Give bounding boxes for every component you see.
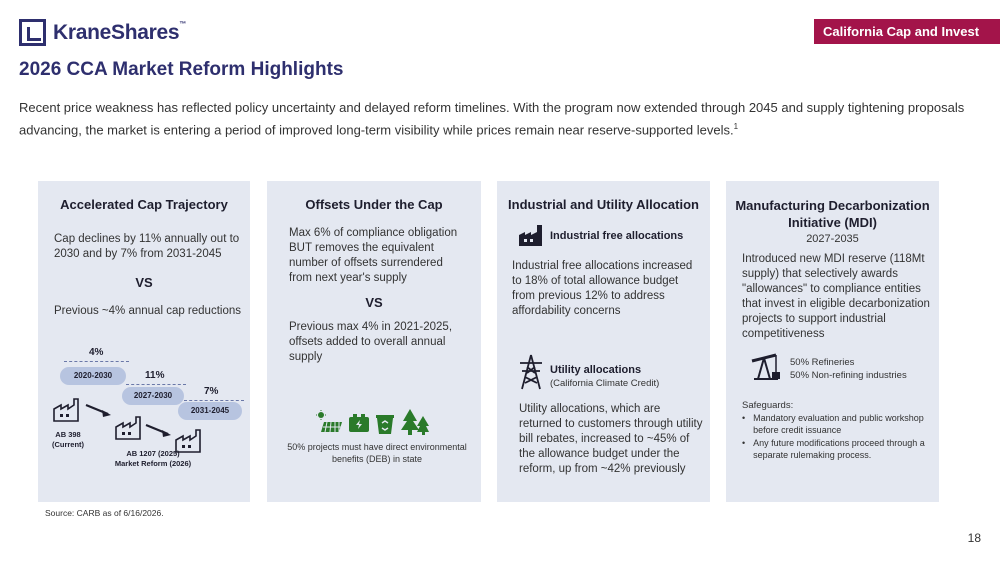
factory-icon	[52, 395, 82, 423]
transmission-tower-icon	[518, 353, 544, 391]
oil-pump-icon	[750, 352, 782, 382]
trees-icon	[400, 408, 430, 436]
offsets-text-new: Max 6% of compliance obligation BUT removes the equivalent number of offsets surrendered from next year's supply	[289, 227, 458, 284]
safeguard-item	[742, 412, 928, 436]
dashed-line	[184, 400, 244, 401]
ab398-label: AB 398 (Current)	[51, 430, 85, 449]
utility-subheading: Utility allocations	[550, 364, 642, 376]
mdi-years: 2027-2035	[806, 233, 859, 245]
mdi-text: Introduced new MDI reserve (118Mt supply) that selectively awards "allowances" to compliance entities that invest in eligible decarbonization projects to support industrial competitiveness	[742, 253, 930, 340]
recycle-icon	[374, 413, 396, 435]
card-cap-trajectory	[38, 181, 250, 502]
vs-label: VS	[135, 275, 153, 290]
utility-subheading-note: (California Climate Credit)	[550, 378, 660, 389]
card-offsets	[267, 181, 481, 502]
pct-label: 7%	[204, 386, 219, 397]
card-industrial-utility	[497, 181, 710, 502]
industrial-text: Industrial free allocations increased to 18% of total allowance budget from previous 12% to address affordability concerns	[512, 260, 693, 317]
industrial-subheading: Industrial free allocations	[550, 230, 684, 242]
pct-label: 11%	[145, 370, 165, 381]
bullet: •	[742, 413, 746, 423]
offsets-text-previous: Previous max 4% in 2021-2025, offsets added to overall annual supply	[289, 321, 453, 363]
arrow-icon	[144, 423, 174, 437]
safeguard-text: Mandatory evaluation and public workshop before credit issuance	[753, 413, 924, 435]
logo	[19, 19, 186, 46]
split-refineries: 50% Refineries	[790, 357, 855, 368]
cloud-period: 2027-2030	[122, 387, 184, 405]
battery-icon	[348, 413, 370, 435]
cloud-period: 2020-2030	[60, 367, 126, 385]
intro-footnote: 1	[733, 122, 739, 131]
utility-text: Utility allocations, which are returned to customers through utility bill rebates, increased to ~45% of the allowance budget under the reform, up from ~42% previously	[519, 403, 703, 475]
safeguards-list	[742, 412, 928, 461]
card-mdi	[726, 181, 939, 502]
dashed-line	[64, 361, 129, 362]
safeguard-text: Any future modifications proceed through a separate rulemaking process.	[753, 438, 925, 460]
factory-icon	[518, 223, 544, 247]
pct-label: 4%	[89, 347, 104, 358]
card-title: Industrial and Utility Allocation	[508, 197, 699, 212]
card-title: Offsets Under the Cap	[305, 197, 443, 212]
source-note: Source: CARB as of 6/16/2026.	[45, 508, 164, 518]
intro-paragraph	[19, 98, 979, 139]
card-title: Manufacturing Decarbonization Initiative (MDI)	[735, 198, 930, 230]
logo-tm: ™	[179, 20, 186, 28]
page-number: 18	[967, 531, 981, 545]
cloud-period: 2031-2045	[178, 402, 242, 420]
dashed-line	[126, 384, 186, 385]
card-title: Accelerated Cap Trajectory	[60, 197, 228, 212]
logo-mark-icon	[19, 19, 46, 46]
logo-text: KraneShares	[53, 20, 180, 44]
factory-icon	[114, 413, 144, 441]
intro-text: Recent price weakness has reflected policy uncertainty and delayed reform timelines. With the program now extended through 2045 and supply tightening proposals advancing, the market is entering a period of improved long-term visibility while prices remain near reserve-supported levels.	[19, 100, 965, 138]
split-non-refining: 50% Non-refining industries	[790, 370, 907, 381]
cap-text-previous: Previous ~4% annual cap reductions	[54, 305, 241, 317]
bullet: •	[742, 438, 746, 448]
page-title: 2026 CCA Market Reform Highlights	[19, 59, 344, 80]
section-tag: California Cap and Invest	[814, 19, 1000, 44]
solar-panel-icon	[316, 410, 344, 436]
vs-label: VS	[365, 295, 383, 310]
ab1207-label: AB 1207 (2025) Market Reform (2026)	[114, 449, 192, 468]
safeguards-heading: Safeguards:	[742, 400, 794, 411]
arrow-icon	[84, 403, 114, 417]
safeguard-item	[742, 437, 928, 461]
cap-text-new: Cap declines by 11% annually out to 2030 and by 7% from 2031-2045	[54, 233, 240, 260]
deb-note: 50% projects must have direct environmental benefits (DEB) in state	[287, 442, 467, 464]
